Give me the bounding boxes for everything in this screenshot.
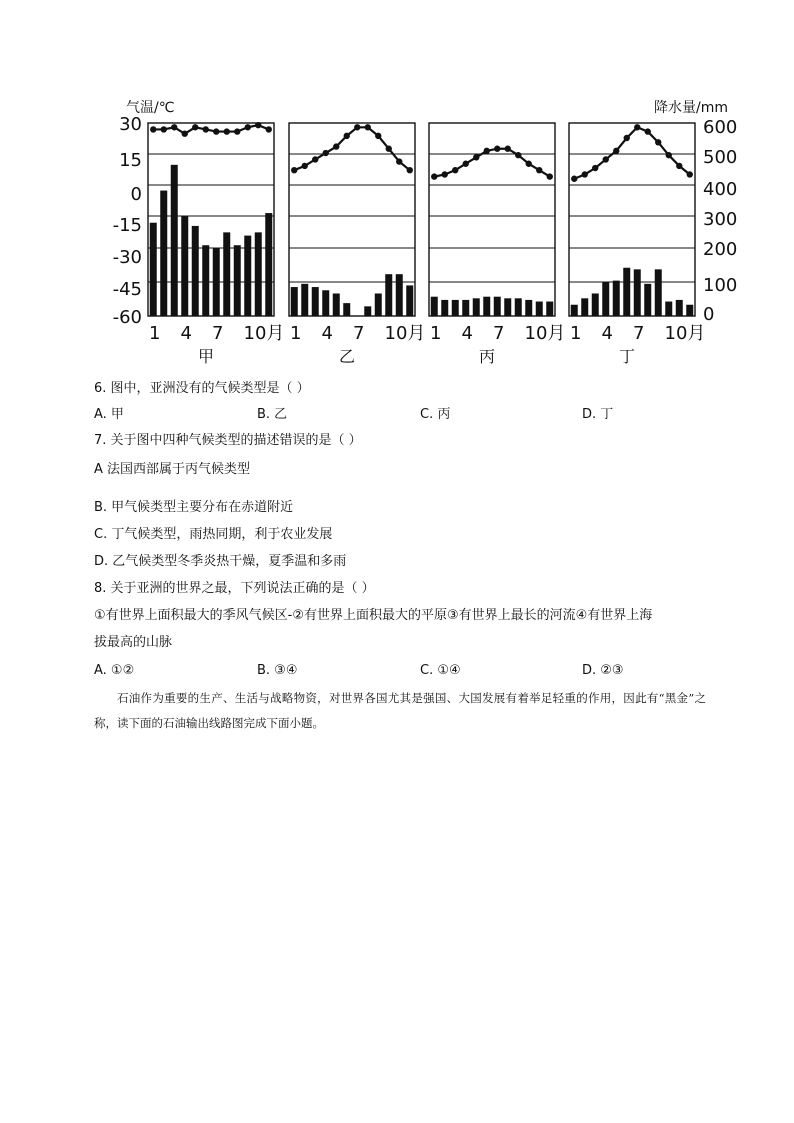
temperature-point [333, 143, 339, 149]
panel-label: 丙 [478, 347, 496, 366]
question-7-option-b[interactable]: B. 甲气候类型主要分布在赤道附近 [94, 500, 294, 515]
precipitation-bar [192, 226, 199, 316]
temperature-point [484, 148, 490, 154]
temperature-point [234, 128, 240, 134]
precipitation-tick-labels [703, 117, 737, 325]
temperature-axis-title: 气温/℃ [126, 100, 175, 116]
question-6-option-d[interactable]: D. 丁 [582, 407, 614, 422]
precipitation-bar [291, 287, 298, 316]
temperature-point [676, 163, 682, 169]
precipitation-tick-label: 300 [703, 209, 738, 230]
temperature-point [592, 165, 598, 171]
temperature-point [182, 131, 188, 137]
temperature-point [442, 171, 448, 177]
temperature-point [291, 167, 297, 173]
temperature-point [323, 150, 329, 156]
question-6-stem: 6. 图中，亚洲没有的气候类型是（ ） [94, 381, 310, 396]
question-8-option-d[interactable]: D. ②③ [582, 663, 624, 678]
temperature-point [386, 146, 392, 152]
temperature-point [407, 167, 413, 173]
temperature-tick-label: -15 [112, 215, 142, 236]
month-tick-label: 7 [212, 323, 224, 344]
precipitation-bar [265, 213, 272, 316]
temperature-point [526, 161, 532, 167]
precipitation-bar [202, 245, 209, 316]
precipitation-tick-label: 500 [703, 147, 738, 168]
question-7-stem: 7. 关于图中四种气候类型的描述错误的是（ ） [94, 433, 362, 448]
precipitation-bar [452, 300, 459, 316]
precipitation-bar [171, 165, 178, 316]
month-tick-label: 10月 [384, 323, 426, 344]
temperature-point [266, 126, 272, 132]
precipitation-bar [441, 300, 448, 316]
temperature-line [294, 127, 410, 170]
temperature-point [192, 124, 198, 130]
precipitation-bar [343, 303, 350, 316]
temperature-line [153, 125, 269, 134]
precipitation-tick-label: 200 [703, 239, 738, 260]
precipitation-bar [676, 300, 683, 316]
temperature-point [582, 171, 588, 177]
precipitation-bar [385, 274, 392, 316]
temperature-point [396, 158, 402, 164]
temperature-point [687, 171, 693, 177]
precipitation-bar [504, 298, 511, 316]
temperature-point [536, 167, 542, 173]
precipitation-bar [494, 297, 501, 316]
precipitation-bar [623, 268, 630, 316]
question-7-option-d[interactable]: D. 乙气候类型冬季炎热干燥，夏季温和多雨 [94, 554, 347, 569]
panel-label: 甲 [197, 347, 215, 366]
temperature-point [571, 176, 577, 182]
precipitation-bar [546, 302, 553, 316]
question-7-option-a[interactable]: A 法国西部属于丙气候类型 [94, 462, 251, 477]
temperature-point [452, 167, 458, 173]
precipitation-bar [655, 269, 662, 316]
temperature-point [603, 156, 609, 162]
question-8-option-c[interactable]: C. ①④ [420, 663, 461, 678]
oil-passage: 石油作为重要的生产、生活与战略物资，对世界各国尤其是强国、大国发展有着举足轻重的作用，因此有“黑金”之称，读下面的石油输出线路图完成下面小题。 [94, 691, 706, 730]
temperature-point [463, 161, 469, 167]
precipitation-bar [634, 269, 641, 316]
climate-panel-4 [569, 123, 705, 366]
climate-panel-1 [148, 122, 284, 366]
month-tick-label: 10月 [243, 323, 285, 344]
month-tick-label: 10月 [664, 323, 706, 344]
question-7-option-c[interactable]: C. 丁气候类型，雨热同期，利于农业发展 [94, 527, 333, 542]
temperature-tick-label: -60 [112, 307, 142, 328]
precipitation-bar [255, 232, 262, 316]
month-tick-label: 7 [353, 323, 365, 344]
month-tick-label: 4 [601, 323, 613, 344]
precipitation-bar [431, 297, 438, 316]
temperature-point [302, 163, 308, 169]
precipitation-bar [665, 302, 672, 316]
precipitation-bar [571, 305, 578, 316]
precipitation-bar [473, 298, 480, 316]
precipitation-bar [234, 245, 241, 316]
precipitation-tick-label: 400 [703, 179, 738, 200]
temperature-point [494, 146, 500, 152]
climate-panels [148, 122, 705, 366]
temperature-point [312, 156, 318, 162]
month-tick-label: 4 [461, 323, 473, 344]
precipitation-bar [406, 285, 413, 316]
temperature-point [655, 139, 661, 145]
precipitation-bar [592, 293, 599, 316]
precipitation-bar [333, 293, 340, 316]
precipitation-bar [375, 293, 382, 316]
question-8-option-b[interactable]: B. ③④ [257, 663, 298, 678]
precipitation-bar [462, 300, 469, 316]
panel-frame [429, 123, 555, 316]
temperature-point [203, 126, 209, 132]
precipitation-bar [581, 298, 588, 316]
precipitation-bar [244, 236, 251, 316]
precipitation-bar [525, 300, 532, 316]
precipitation-bar [181, 216, 188, 316]
panel-label: 乙 [338, 347, 356, 366]
precipitation-bar [644, 284, 651, 316]
temperature-point [224, 128, 230, 134]
question-6-option-a[interactable]: A. 甲 [94, 407, 124, 422]
precipitation-tick-label: 600 [703, 117, 738, 138]
month-tick-label: 4 [180, 323, 192, 344]
precipitation-bar [223, 232, 230, 316]
precipitation-bar [396, 274, 403, 316]
temperature-tick-label: -45 [112, 279, 142, 300]
temperature-point [375, 133, 381, 139]
temperature-line [434, 149, 550, 177]
question-8-option-a[interactable]: A. ①② [94, 663, 135, 678]
climate-panel-3 [429, 123, 565, 366]
temperature-line [574, 127, 690, 178]
temperature-tick-label: 0 [130, 184, 142, 205]
temperature-point [245, 124, 251, 130]
precipitation-bar [686, 305, 693, 316]
temperature-point [344, 133, 350, 139]
temperature-point [255, 122, 261, 128]
question-8-statements-line-1: ①有世界上面积最大的季风气候区-②有世界上面积最大的平原③有世界上最长的河流④有世界上海 [94, 608, 653, 623]
precipitation-bar [613, 281, 620, 316]
month-tick-label: 1 [149, 323, 161, 344]
month-tick-label: 7 [493, 323, 505, 344]
temperature-point [161, 126, 167, 132]
precipitation-bar [602, 282, 609, 316]
temperature-tick-label: 15 [119, 150, 142, 171]
temperature-tick-label: 30 [119, 114, 142, 135]
temperature-point [213, 128, 219, 134]
climate-panel-2 [289, 123, 425, 366]
temperature-point [515, 152, 521, 158]
precipitation-tick-label: 100 [703, 275, 738, 296]
precipitation-bar [536, 302, 543, 316]
temperature-point [365, 124, 371, 130]
month-tick-label: 1 [290, 323, 302, 344]
month-tick-label: 1 [430, 323, 442, 344]
temperature-point [354, 124, 360, 130]
temperature-point [150, 126, 156, 132]
temperature-point [634, 124, 640, 130]
question-6-option-c[interactable]: C. 丙 [420, 407, 451, 422]
temperature-tick-labels [113, 114, 142, 328]
precipitation-bar [483, 297, 490, 316]
precipitation-bar [160, 191, 167, 316]
precipitation-bar [515, 298, 522, 316]
temperature-point [505, 146, 511, 152]
precipitation-bar [301, 284, 308, 316]
temperature-point [613, 148, 619, 154]
precipitation-axis-title: 降水量/mm [654, 100, 728, 116]
temperature-tick-label: -30 [112, 247, 142, 268]
month-tick-label: 1 [570, 323, 582, 344]
question-8-stem: 8. 关于亚洲的世界之最，下列说法正确的是（ ） [94, 581, 375, 596]
precipitation-bar [364, 306, 371, 316]
temperature-point [547, 173, 553, 179]
panel-label: 丁 [618, 347, 636, 366]
month-tick-label: 10月 [524, 323, 566, 344]
temperature-point [624, 135, 630, 141]
temperature-point [431, 173, 437, 179]
precipitation-tick-label: 0 [703, 304, 715, 325]
month-tick-label: 7 [633, 323, 645, 344]
panel-frame [569, 123, 695, 316]
precipitation-bar [150, 223, 157, 316]
question-6-option-b[interactable]: B. 乙 [257, 407, 288, 422]
question-8-statements-line-2: 拔最高的山脉 [94, 635, 173, 650]
precipitation-bar [213, 248, 220, 316]
precipitation-bar [312, 287, 319, 316]
temperature-point [645, 128, 651, 134]
temperature-point [171, 124, 177, 130]
temperature-point [666, 152, 672, 158]
climate-charts [0, 0, 794, 380]
month-tick-label: 4 [321, 323, 333, 344]
temperature-point [473, 154, 479, 160]
precipitation-bar [322, 290, 329, 316]
